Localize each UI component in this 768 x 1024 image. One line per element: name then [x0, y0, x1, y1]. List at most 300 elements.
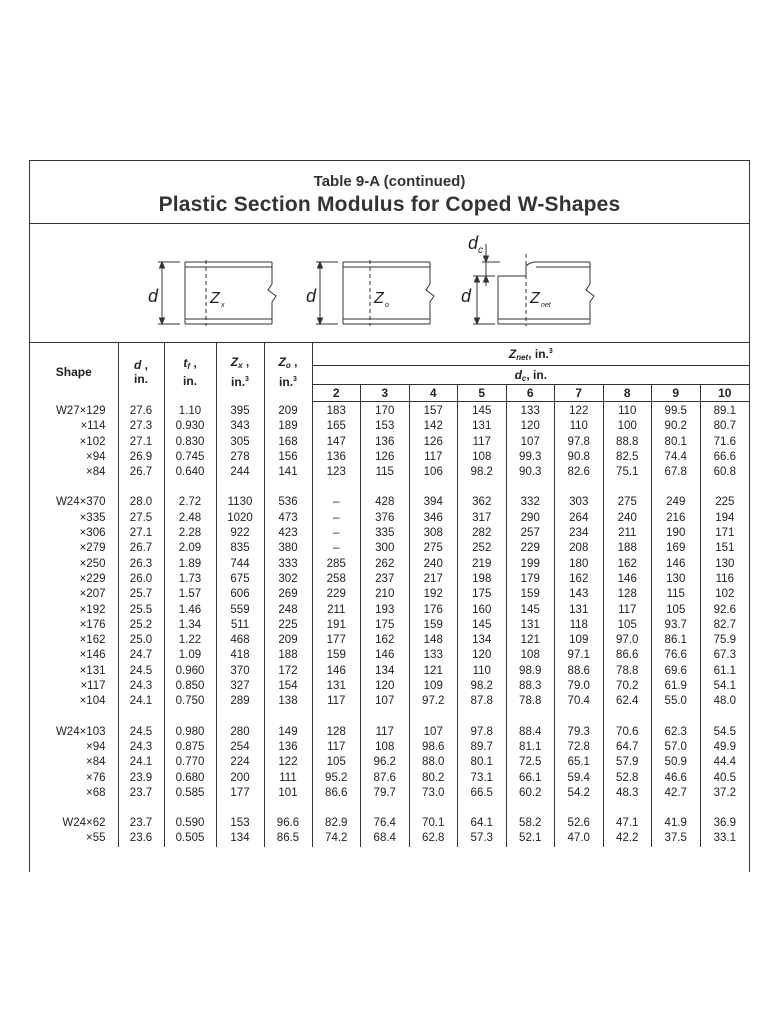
value-cell: 258 [312, 572, 361, 587]
shape-cell: ×207 [79, 588, 106, 601]
value-cell: 90.2 [652, 419, 701, 434]
spacer-cell [216, 801, 264, 816]
value-cell: 1.73 [164, 572, 216, 587]
value-cell: 121 [409, 664, 458, 679]
value-cell: 57.9 [603, 755, 652, 770]
value-cell: 1.89 [164, 557, 216, 572]
value-cell: 169 [652, 541, 701, 556]
value-cell: 64.1 [458, 816, 507, 831]
value-cell: 93.7 [652, 618, 701, 633]
value-cell: 108 [361, 740, 410, 755]
value-cell: 0.875 [164, 740, 216, 755]
value-cell: 278 [216, 450, 264, 465]
spacer-cell [506, 801, 555, 816]
value-cell: 24.3 [118, 740, 164, 755]
value-cell: 80.7 [700, 419, 749, 434]
value-cell: 0.505 [164, 831, 216, 846]
spacer-cell [700, 480, 749, 495]
table-row [30, 618, 749, 633]
value-cell: 57.0 [652, 740, 701, 755]
table-row [30, 402, 749, 420]
value-cell: 26.9 [118, 450, 164, 465]
dc-value-header: 4 [409, 385, 458, 402]
table-row [30, 419, 749, 434]
value-cell: 131 [312, 679, 361, 694]
value-cell: 101 [264, 786, 312, 801]
value-cell: 108 [458, 450, 507, 465]
value-cell: 188 [264, 648, 312, 663]
shape-header: Shape [55, 365, 92, 380]
zo-label: Z [374, 290, 384, 307]
value-cell: 73.1 [458, 771, 507, 786]
value-cell: 24.3 [118, 679, 164, 694]
spacer-cell [312, 480, 361, 495]
value-cell: 52.8 [603, 771, 652, 786]
value-cell: 159 [312, 648, 361, 663]
value-cell: 23.6 [118, 831, 164, 846]
value-cell: 134 [361, 664, 410, 679]
value-cell: 60.8 [700, 465, 749, 480]
value-cell: 97.1 [555, 648, 604, 663]
spacer-cell [30, 480, 118, 495]
value-cell: 86.6 [312, 786, 361, 801]
zo-subscript: o [385, 302, 389, 309]
dc-value-header: 2 [312, 385, 361, 402]
value-cell: 134 [216, 831, 264, 846]
value-cell: 88.8 [603, 435, 652, 450]
value-cell: 27.3 [118, 419, 164, 434]
value-cell: 141 [264, 465, 312, 480]
value-cell: 117 [361, 725, 410, 740]
value-cell: 97.2 [409, 694, 458, 709]
value-cell: 108 [506, 648, 555, 663]
value-cell: 0.960 [164, 664, 216, 679]
table-row [30, 725, 749, 740]
spacer-cell [652, 801, 701, 816]
value-cell: 120 [361, 679, 410, 694]
value-cell: 198 [458, 572, 507, 587]
value-cell: 89.1 [700, 402, 749, 420]
value-cell: 536 [264, 495, 312, 510]
value-cell: 44.4 [700, 755, 749, 770]
spacer-cell [118, 801, 164, 816]
value-cell: 394 [409, 495, 458, 510]
value-cell: 237 [361, 572, 410, 587]
spacer-cell [409, 480, 458, 495]
value-cell: 275 [409, 541, 458, 556]
value-cell: 210 [361, 587, 410, 602]
value-cell: 110 [458, 664, 507, 679]
value-cell: 370 [216, 664, 264, 679]
value-cell: 151 [700, 541, 749, 556]
spacer-cell [216, 480, 264, 495]
value-cell: 121 [506, 633, 555, 648]
value-cell: 244 [216, 465, 264, 480]
value-cell: 172 [264, 664, 312, 679]
value-cell: 117 [312, 740, 361, 755]
value-cell: 183 [312, 402, 361, 420]
table-row [30, 495, 749, 510]
value-cell: 26.7 [118, 465, 164, 480]
value-cell: 78.8 [603, 664, 652, 679]
spacer-cell [118, 710, 164, 725]
value-cell: 82.7 [700, 618, 749, 633]
spacer-cell [361, 710, 410, 725]
table-row [30, 679, 749, 694]
value-cell: 97.8 [555, 435, 604, 450]
value-cell: 59.4 [555, 771, 604, 786]
value-cell: 97.8 [458, 725, 507, 740]
spacer-cell [555, 480, 604, 495]
table-row [30, 541, 749, 556]
value-cell: 123 [312, 465, 361, 480]
zx-header: $Z_x$ , in.$^3$ [216, 343, 264, 402]
value-cell: 189 [264, 419, 312, 434]
shape-cell: ×229 [79, 572, 106, 585]
value-cell: 26.0 [118, 572, 164, 587]
shape-cell: ×117 [80, 680, 106, 693]
value-cell: 290 [506, 511, 555, 526]
value-cell: 27.1 [118, 435, 164, 450]
spacer-cell [164, 801, 216, 816]
table-row [30, 786, 749, 801]
value-cell: 145 [506, 603, 555, 618]
value-cell: 0.680 [164, 771, 216, 786]
value-cell: 423 [264, 526, 312, 541]
table-row [30, 526, 749, 541]
table-row [30, 450, 749, 465]
value-cell: 117 [603, 603, 652, 618]
value-cell: 115 [652, 587, 701, 602]
value-cell: 117 [458, 435, 507, 450]
depth-label-2: d [306, 286, 317, 306]
shape-cell: ×250 [79, 557, 106, 570]
value-cell: 36.9 [700, 816, 749, 831]
beam-diagram-net [473, 244, 594, 326]
value-cell: 117 [312, 694, 361, 709]
spacer-cell [30, 710, 118, 725]
value-cell: 115 [361, 465, 410, 480]
spacer-cell [409, 710, 458, 725]
value-cell: 74.4 [652, 450, 701, 465]
value-cell: 176 [409, 603, 458, 618]
value-cell: 145 [458, 618, 507, 633]
value-cell: 66.1 [506, 771, 555, 786]
value-cell: 148 [409, 633, 458, 648]
value-cell: 98.9 [506, 664, 555, 679]
value-cell: 269 [264, 587, 312, 602]
value-cell: 209 [264, 402, 312, 420]
value-cell: 65.1 [555, 755, 604, 770]
spacer-cell [458, 710, 507, 725]
value-cell: 27.1 [118, 526, 164, 541]
value-cell: 72.8 [555, 740, 604, 755]
value-cell: 49.9 [700, 740, 749, 755]
value-cell: 175 [361, 618, 410, 633]
table-row [30, 465, 749, 480]
value-cell: 75.1 [603, 465, 652, 480]
znet-label: Z [530, 290, 540, 307]
value-cell: 136 [264, 740, 312, 755]
value-cell: 146 [361, 648, 410, 663]
value-cell: 1.22 [164, 633, 216, 648]
table-row [30, 572, 749, 587]
value-cell: 835 [216, 541, 264, 556]
table-row [30, 755, 749, 770]
value-cell: 149 [264, 725, 312, 740]
shape-cell: ×84 [85, 466, 106, 479]
value-cell: 188 [603, 541, 652, 556]
value-cell: 332 [506, 495, 555, 510]
value-cell: 48.3 [603, 786, 652, 801]
shape-cell: ×68 [85, 786, 106, 799]
value-cell: 62.4 [603, 694, 652, 709]
spacer-cell [458, 480, 507, 495]
value-cell: 211 [312, 603, 361, 618]
value-cell: 225 [264, 618, 312, 633]
shape-cell: ×55 [85, 832, 106, 845]
value-cell: 131 [458, 419, 507, 434]
value-cell: 54.1 [700, 679, 749, 694]
spacer-cell [506, 480, 555, 495]
value-cell: 1020 [216, 511, 264, 526]
value-cell: 130 [652, 572, 701, 587]
table-row [30, 435, 749, 450]
value-cell: 157 [409, 402, 458, 420]
value-cell: 82.5 [603, 450, 652, 465]
value-cell: 74.2 [312, 831, 361, 846]
shape-cell: ×279 [79, 542, 106, 555]
value-cell: 78.8 [506, 694, 555, 709]
spacer-cell [700, 801, 749, 816]
coped-beam-figure [30, 224, 749, 343]
dc-value-header: 9 [652, 385, 701, 402]
value-cell: 922 [216, 526, 264, 541]
value-cell: 46.6 [652, 771, 701, 786]
value-cell: 42.7 [652, 786, 701, 801]
spacer-cell [164, 480, 216, 495]
value-cell: 47.1 [603, 816, 652, 831]
value-cell: 68.4 [361, 831, 410, 846]
value-cell: 76.6 [652, 648, 701, 663]
value-cell: 262 [361, 557, 410, 572]
value-cell: 160 [458, 603, 507, 618]
value-cell: 131 [506, 618, 555, 633]
value-cell: 66.5 [458, 786, 507, 801]
value-cell: 168 [264, 435, 312, 450]
value-cell: 86.5 [264, 831, 312, 846]
cope-depth-label: d [468, 233, 479, 253]
value-cell: 26.7 [118, 541, 164, 556]
shape-cell: ×162 [79, 634, 106, 647]
value-cell: 102 [700, 587, 749, 602]
value-cell: 162 [555, 572, 604, 587]
value-cell: 249 [652, 495, 701, 510]
value-cell: 33.1 [700, 831, 749, 846]
spacer-cell [603, 710, 652, 725]
spacer-cell [30, 801, 118, 816]
value-cell: 240 [409, 557, 458, 572]
value-cell: 105 [652, 603, 701, 618]
value-cell: 80.1 [652, 435, 701, 450]
value-cell: 128 [312, 725, 361, 740]
table-body [30, 402, 749, 847]
shape-cell: ×176 [79, 618, 106, 631]
value-cell: 418 [216, 648, 264, 663]
value-cell: 128 [603, 587, 652, 602]
spacer-cell [312, 801, 361, 816]
table-row [30, 831, 749, 846]
value-cell: 254 [216, 740, 264, 755]
modulus-table-area [30, 343, 749, 873]
value-cell: 42.2 [603, 831, 652, 846]
value-cell: 219 [458, 557, 507, 572]
value-cell: 82.6 [555, 465, 604, 480]
value-cell: 333 [264, 557, 312, 572]
value-cell: 109 [409, 679, 458, 694]
value-cell: 88.6 [555, 664, 604, 679]
value-cell: 190 [652, 526, 701, 541]
value-cell: 146 [652, 557, 701, 572]
value-cell: 24.7 [118, 648, 164, 663]
value-cell: 37.5 [652, 831, 701, 846]
spacer-cell [652, 480, 701, 495]
value-cell: 76.4 [361, 816, 410, 831]
value-cell: 2.28 [164, 526, 216, 541]
value-cell: 0.830 [164, 435, 216, 450]
table-row [30, 816, 749, 831]
shape-cell: ×146 [79, 649, 106, 662]
table-row [30, 511, 749, 526]
value-cell: 99.3 [506, 450, 555, 465]
value-cell: 165 [312, 419, 361, 434]
znet-subscript: net [541, 302, 551, 309]
value-cell: 99.5 [652, 402, 701, 420]
spacer-cell [216, 710, 264, 725]
value-cell: 675 [216, 572, 264, 587]
value-cell: 25.7 [118, 587, 164, 602]
value-cell: 52.1 [506, 831, 555, 846]
value-cell: 48.0 [700, 694, 749, 709]
value-cell: 54.5 [700, 725, 749, 740]
value-cell: 346 [409, 511, 458, 526]
zx-label: Z [210, 290, 220, 307]
shape-cell: ×131 [79, 664, 106, 677]
value-cell: 27.5 [118, 511, 164, 526]
value-cell: 98.2 [458, 465, 507, 480]
value-cell: 1.09 [164, 648, 216, 663]
value-cell: 2.09 [164, 541, 216, 556]
value-cell: 87.6 [361, 771, 410, 786]
value-cell: 134 [458, 633, 507, 648]
value-cell: 98.6 [409, 740, 458, 755]
value-cell: 142 [409, 419, 458, 434]
value-cell: 2.48 [164, 511, 216, 526]
value-cell: 54.2 [555, 786, 604, 801]
spacer-cell [458, 801, 507, 816]
value-cell: 120 [506, 419, 555, 434]
value-cell: 88.0 [409, 755, 458, 770]
value-cell: 240 [603, 511, 652, 526]
value-cell: 153 [216, 816, 264, 831]
value-cell: 0.750 [164, 694, 216, 709]
value-cell: 234 [555, 526, 604, 541]
value-cell: 110 [555, 419, 604, 434]
value-cell: 25.5 [118, 603, 164, 618]
value-cell: 511 [216, 618, 264, 633]
value-cell: 211 [603, 526, 652, 541]
value-cell: 41.9 [652, 816, 701, 831]
value-cell: 264 [555, 511, 604, 526]
value-cell: 0.850 [164, 679, 216, 694]
value-cell: 79.7 [361, 786, 410, 801]
table-title: Plastic Section Modulus for Coped W-Shapes [158, 193, 621, 216]
value-cell: 88.3 [506, 679, 555, 694]
spacer-cell [361, 801, 410, 816]
value-cell: 154 [264, 679, 312, 694]
value-cell: 70.4 [555, 694, 604, 709]
value-cell: 380 [264, 541, 312, 556]
d-header: d , in. [118, 343, 164, 402]
value-cell: 64.7 [603, 740, 652, 755]
value-cell: 23.7 [118, 816, 164, 831]
shape-cell: ×102 [79, 435, 106, 448]
value-cell: 327 [216, 679, 264, 694]
value-cell: 40.5 [700, 771, 749, 786]
value-cell: 117 [409, 450, 458, 465]
value-cell: – [312, 511, 361, 526]
value-cell: 107 [409, 725, 458, 740]
value-cell: 126 [409, 435, 458, 450]
table-row [30, 694, 749, 709]
value-cell: 37.2 [700, 786, 749, 801]
value-cell: 175 [458, 587, 507, 602]
value-cell: 98.2 [458, 679, 507, 694]
value-cell: 0.745 [164, 450, 216, 465]
value-cell: 71.6 [700, 435, 749, 450]
tf-header: $t_f$ , in. [164, 343, 216, 402]
value-cell: 75.9 [700, 633, 749, 648]
spacer-cell [164, 710, 216, 725]
value-cell: 58.2 [506, 816, 555, 831]
value-cell: 62.3 [652, 725, 701, 740]
value-cell: 130 [700, 557, 749, 572]
value-cell: 170 [361, 402, 410, 420]
value-cell: 143 [555, 587, 604, 602]
value-cell: 252 [458, 541, 507, 556]
value-cell: 24.5 [118, 725, 164, 740]
value-cell: 133 [409, 648, 458, 663]
spacer-cell [312, 710, 361, 725]
dc-value-header: 6 [506, 385, 555, 402]
value-cell: 302 [264, 572, 312, 587]
value-cell: 0.640 [164, 465, 216, 480]
value-cell: 559 [216, 603, 264, 618]
spacer-cell [264, 710, 312, 725]
value-cell: 145 [458, 402, 507, 420]
value-cell: 229 [312, 587, 361, 602]
value-cell: 200 [216, 771, 264, 786]
value-cell: 23.9 [118, 771, 164, 786]
value-cell: 95.2 [312, 771, 361, 786]
value-cell: 335 [361, 526, 410, 541]
value-cell: 69.6 [652, 664, 701, 679]
value-cell: 257 [506, 526, 555, 541]
shape-cell: ×306 [79, 527, 106, 540]
spacer-cell [264, 480, 312, 495]
spacer-cell [652, 710, 701, 725]
value-cell: 131 [555, 603, 604, 618]
